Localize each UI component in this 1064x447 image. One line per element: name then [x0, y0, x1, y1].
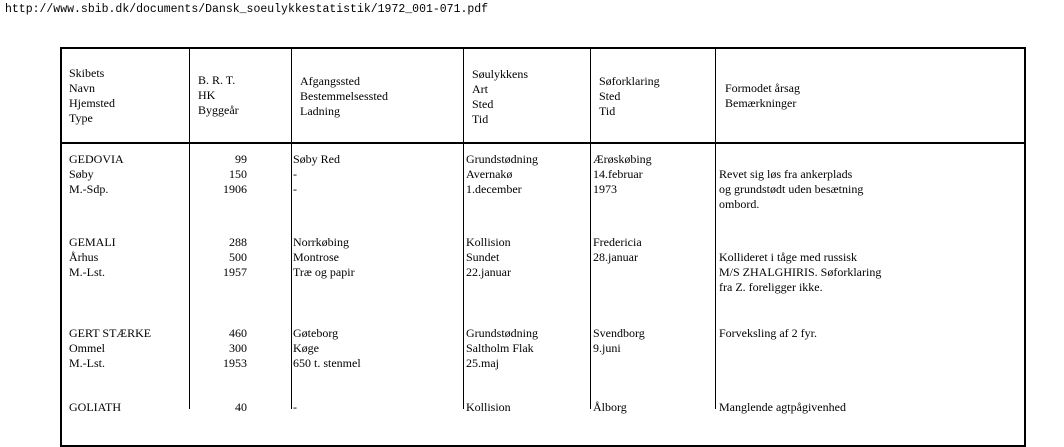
cell-remarks-line [719, 235, 881, 250]
cell-inquiry [593, 400, 627, 415]
cell-inquiry-line: Svendborg [593, 326, 645, 340]
cell-accident-line: Grundstødning [466, 326, 538, 340]
cell-accident-line: 1.december [466, 182, 522, 196]
header-divider [60, 142, 1026, 144]
cell-tonnage-line: 1953 [223, 356, 247, 370]
cell-remarks-line: M/S ZHALGHIRIS. Søforklaring [719, 265, 882, 279]
cell-tonnage [196, 400, 247, 415]
cell-route-line: Køge [293, 341, 319, 355]
cell-inquiry-line: Fredericia [593, 235, 642, 249]
cell-accident-line: 22.januar [466, 265, 511, 279]
header-tonnage-line: Byggeår [198, 103, 239, 117]
header-remarks-line: Bemærkninger [725, 96, 797, 110]
cell-ship [69, 152, 124, 197]
cell-tonnage-line: 300 [229, 341, 247, 355]
cell-inquiry [593, 326, 645, 356]
cell-accident [466, 235, 511, 280]
header-accident-line: Art [472, 82, 488, 96]
header-route-line: Bestemmelsessted [300, 89, 388, 103]
cell-ship-line: GEDOVIA [69, 152, 124, 166]
cell-tonnage [196, 326, 247, 371]
cell-route-line: Montrose [293, 250, 339, 264]
cell-tonnage [196, 235, 247, 280]
header-ship-line: Hjemsted [69, 96, 115, 110]
cell-ship [69, 400, 121, 415]
cell-tonnage [196, 152, 247, 197]
cell-inquiry [593, 152, 652, 197]
header-tonnage [198, 73, 239, 118]
cell-remarks-line: fra Z. foreligger ikke. [719, 280, 823, 294]
header-inquiry-line: Tid [599, 104, 616, 118]
cell-ship-line: GERT STÆRKE [69, 326, 152, 340]
header-remarks [725, 81, 800, 111]
cell-accident-line: Grundstødning [466, 152, 538, 166]
cell-route-line: 650 t. stenmel [293, 356, 361, 370]
cell-route [293, 152, 340, 197]
cell-route-line: - [293, 167, 297, 181]
header-route [300, 74, 388, 119]
cell-accident-line: 25.maj [466, 356, 499, 370]
cell-inquiry [593, 235, 642, 265]
cell-ship-line: Søby [69, 167, 94, 181]
header-route-line: Afgangssted [300, 74, 360, 88]
cell-inquiry-line: Ærøskøbing [593, 152, 652, 166]
cell-tonnage-line: 99 [235, 152, 247, 166]
column-divider [590, 47, 591, 409]
cell-accident-line: Kollision [466, 235, 511, 249]
cell-remarks [719, 400, 846, 415]
cell-accident [466, 152, 538, 197]
cell-route-line: Træ og papir [293, 265, 355, 279]
cell-route [293, 400, 297, 415]
column-divider [715, 47, 716, 409]
cell-remarks [719, 152, 863, 212]
cell-accident-line: Kollision [466, 400, 511, 414]
cell-route-line: Søby Red [293, 152, 341, 166]
header-inquiry [599, 74, 660, 119]
header-accident-line: Tid [472, 112, 489, 126]
document-url: http://www.sbib.dk/documents/Dansk_soeulykkestatistik/1972_001-071.pdf [5, 3, 489, 16]
cell-inquiry-line: 14.februar [593, 167, 643, 181]
cell-ship-line: Ommel [69, 341, 105, 355]
cell-accident-line: Avernakø [466, 167, 513, 181]
cell-route-line: Gøteborg [293, 326, 339, 340]
column-divider [189, 47, 190, 409]
cell-route-line: Norrkøbing [293, 235, 349, 249]
header-ship [69, 66, 115, 126]
cell-route-line: - [293, 182, 297, 196]
cell-accident [466, 400, 511, 415]
cell-ship-line: GEMALI [69, 235, 116, 249]
cell-remarks-line: Kollideret i tåge med russisk [719, 250, 857, 264]
cell-accident-line: Saltholm Flak [466, 341, 534, 355]
cell-ship-line: M.-Sdp. [69, 182, 109, 196]
cell-remarks-line: ombord. [719, 197, 760, 211]
cell-inquiry-line: 28.januar [593, 250, 638, 264]
cell-accident-line: Sundet [466, 250, 500, 264]
cell-ship-line: M.-Lst. [69, 356, 105, 370]
cell-remarks [719, 235, 881, 295]
cell-tonnage-line: 500 [229, 250, 247, 264]
header-ship-line: Type [69, 111, 93, 125]
header-ship-line: Navn [69, 81, 95, 95]
cell-remarks-line: og grundstødt uden besætning [719, 182, 864, 196]
cell-tonnage-line: 150 [229, 167, 247, 181]
header-accident [472, 67, 528, 127]
cell-ship-line: GOLIATH [69, 400, 121, 414]
column-divider [463, 47, 464, 409]
cell-remarks-line [719, 152, 863, 167]
cell-ship [69, 235, 116, 280]
cell-inquiry-line: 1973 [593, 182, 617, 196]
cell-accident [466, 326, 538, 371]
cell-remarks-line: Manglende agtpågivenhed [719, 400, 846, 414]
header-route-line: Ladning [300, 104, 340, 118]
column-divider [291, 47, 292, 409]
cell-tonnage-line: 288 [229, 235, 247, 249]
cell-tonnage-line: 40 [235, 400, 247, 414]
header-tonnage-line: B. R. T. [198, 73, 236, 87]
header-accident-line: Sted [472, 97, 494, 111]
cell-route [293, 235, 355, 280]
cell-remarks-line: Revet sig løs fra ankerplads [719, 167, 853, 181]
cell-inquiry-line: Ålborg [593, 400, 627, 414]
cell-tonnage-line: 1957 [223, 265, 247, 279]
header-inquiry-line: Søforklaring [599, 74, 660, 88]
cell-ship-line: M.-Lst. [69, 265, 105, 279]
header-ship-line: Skibets [69, 66, 105, 80]
header-tonnage-line: HK [198, 88, 216, 102]
cell-tonnage-line: 1906 [223, 182, 247, 196]
header-accident-line: Søulykkens [472, 67, 529, 81]
cell-ship-line: Århus [69, 250, 99, 264]
cell-route-line: - [293, 400, 297, 414]
cell-inquiry-line: 9.juni [593, 341, 621, 355]
cell-tonnage-line: 460 [229, 326, 247, 340]
cell-remarks-line: Forveksling af 2 fyr. [719, 326, 817, 340]
header-inquiry-line: Sted [599, 89, 621, 103]
cell-ship [69, 326, 151, 371]
cell-route [293, 326, 361, 371]
cell-remarks [719, 326, 817, 341]
header-remarks-line: Formodet årsag [725, 81, 800, 95]
